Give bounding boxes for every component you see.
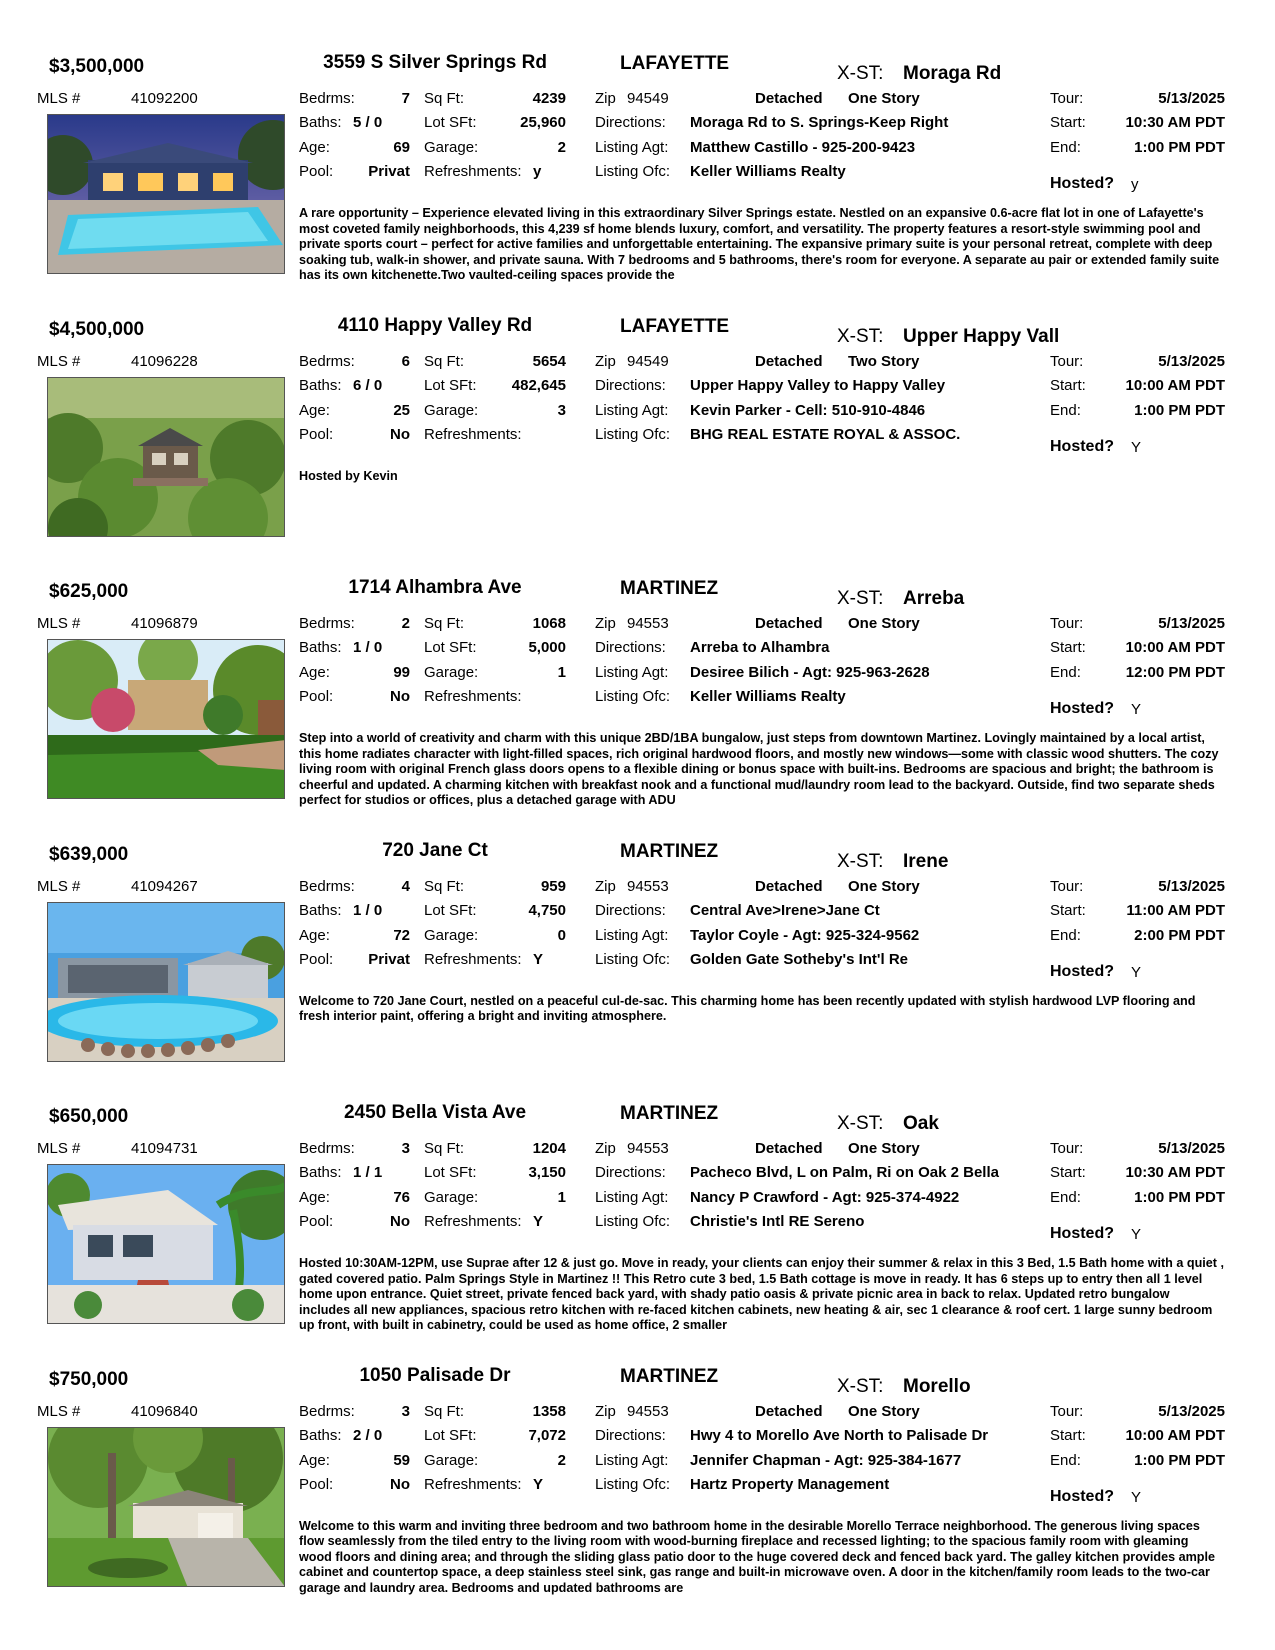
mls-number: 41094731 xyxy=(131,1140,198,1157)
refreshments-label: Refreshments: xyxy=(424,1213,522,1230)
lot-label: Lot SFt: xyxy=(424,639,477,656)
end-time: 2:00 PM PDT xyxy=(1134,926,1225,944)
story-type: One Story xyxy=(848,1402,920,1420)
baths-label: Baths: xyxy=(299,1426,342,1444)
lot-label: Lot SFt: xyxy=(424,901,477,919)
tour-label: Tour: xyxy=(1050,1140,1084,1157)
listing-photo-backyard-pool xyxy=(47,902,285,1062)
cross-street-value: Morello xyxy=(903,1375,971,1397)
cross-street-label: X-ST: xyxy=(837,325,884,347)
pool-value: No xyxy=(390,1475,410,1493)
cross-street-value: Arreba xyxy=(903,588,965,609)
listing-city: MARTINEZ xyxy=(620,1365,719,1387)
hosted-label: Hosted? xyxy=(1050,437,1114,455)
listing-description: Welcome to this warm and inviting three bedroom and two bathroom home in the desirable Morello Terrace neighborhood. The generous living spaces flow seamlessly from the tiled entry to the living room with wood-burning fireplace and recessed lighting; to the spacious family room with gleaming wood floors and dining area; and through the sliding glass patio door to the huge covered deck and fenced back yard. The galley kitchen provides ample cabinet and countertop space, a deep stainless steel sink, gas range and built-in microwave oven. A door in the kitchen/family room leads to the two-car garage and laundry area. Bedrooms and updated bathrooms are xyxy=(299,1518,1216,1595)
directions-label: Directions: xyxy=(595,376,666,394)
listing-price: $4,500,000 xyxy=(49,318,145,340)
listing-address: 2450 Bella Vista Ave xyxy=(343,1102,527,1123)
listing-agent-value: Taylor Coyle - Agt: 925-324-9562 xyxy=(690,926,920,944)
garage-label: Garage: xyxy=(424,139,479,156)
bedrooms-label: Bedrms: xyxy=(299,352,355,370)
lot-value: 3,150 xyxy=(528,1164,566,1181)
baths-value: 1 / 0 xyxy=(353,639,383,656)
directions-value: Upper Happy Valley to Happy Valley xyxy=(690,376,946,394)
garage-value: 1 xyxy=(557,664,566,681)
listing-office-label: Listing Ofc: xyxy=(595,1213,671,1230)
end-time: 1:00 PM PDT xyxy=(1134,401,1225,419)
bedrooms-value: 6 xyxy=(401,352,410,370)
listing-agent-label: Listing Agt: xyxy=(595,1451,669,1469)
mls-number: 41096228 xyxy=(131,352,198,370)
listing-office-label: Listing Ofc: xyxy=(595,950,671,968)
listing-description: Welcome to 720 Jane Court, nestled on a peaceful cul-de-sac. This charming home has been recently updated with stylish hardwood LVP flooring and fresh interior paint, offering a bright and inviting atmosphere. xyxy=(299,993,1196,1023)
listing-agent-value: Nancy P Crawford - Agt: 925-374-4922 xyxy=(690,1189,960,1206)
sqft-value: 959 xyxy=(540,877,566,895)
bedrooms-label: Bedrms: xyxy=(299,615,355,632)
pool-label: Pool: xyxy=(299,163,334,180)
zip-label: Zip xyxy=(595,877,616,895)
zip-label: Zip xyxy=(595,1140,616,1157)
lot-value: 25,960 xyxy=(520,114,566,131)
hosted-value: Y xyxy=(1131,1226,1142,1243)
tour-label: Tour: xyxy=(1050,615,1084,632)
sqft-value: 4239 xyxy=(532,90,566,107)
cross-street-value: Upper Happy Vall xyxy=(903,325,1060,347)
cross-street-value: Moraga Rd xyxy=(903,63,1002,84)
listing-address: 1714 Alhambra Ave xyxy=(348,577,522,598)
pool-value: Privat xyxy=(368,950,410,968)
lot-value: 4,750 xyxy=(528,901,566,919)
start-label: Start: xyxy=(1050,901,1086,919)
listing-office-value: Christie's Intl RE Sereno xyxy=(690,1213,865,1230)
start-time: 10:00 AM PDT xyxy=(1125,639,1225,656)
age-value: 59 xyxy=(393,1451,410,1469)
sqft-label: Sq Ft: xyxy=(424,1402,465,1420)
mls-label: MLS # xyxy=(37,352,81,370)
bedrooms-value: 3 xyxy=(401,1140,410,1157)
baths-value: 2 / 0 xyxy=(353,1426,383,1444)
end-time: 1:00 PM PDT xyxy=(1134,139,1225,156)
tour-date: 5/13/2025 xyxy=(1158,1140,1225,1157)
zip-value: 94549 xyxy=(627,352,669,370)
garage-label: Garage: xyxy=(424,664,479,681)
directions-label: Directions: xyxy=(595,639,666,656)
age-value: 72 xyxy=(393,926,410,944)
pool-label: Pool: xyxy=(299,1475,334,1493)
hosted-label: Hosted? xyxy=(1050,1225,1114,1242)
hosted-value: Y xyxy=(1131,438,1142,456)
listing-address: 4110 Happy Valley Rd xyxy=(337,314,533,336)
start-time: 10:00 AM PDT xyxy=(1125,1426,1225,1444)
listing-price: $625,000 xyxy=(49,581,129,602)
end-label: End: xyxy=(1050,1451,1081,1469)
listing-card xyxy=(0,52,1275,318)
listing-price: $639,000 xyxy=(49,843,129,865)
tour-date: 5/13/2025 xyxy=(1158,1402,1225,1420)
start-time: 10:30 AM PDT xyxy=(1125,114,1225,131)
property-type: Detached xyxy=(755,1402,823,1420)
bedrooms-label: Bedrms: xyxy=(299,1402,355,1420)
garage-value: 3 xyxy=(557,401,566,419)
bedrooms-value: 2 xyxy=(401,615,410,632)
tour-label: Tour: xyxy=(1050,90,1084,107)
baths-label: Baths: xyxy=(299,639,342,656)
lot-value: 5,000 xyxy=(528,639,566,656)
zip-value: 94553 xyxy=(627,1402,669,1420)
listing-card xyxy=(0,839,1275,1106)
start-label: Start: xyxy=(1050,639,1086,656)
baths-label: Baths: xyxy=(299,376,342,394)
listing-card xyxy=(0,577,1275,843)
listing-office-value: Golden Gate Sotheby's Int'l Re xyxy=(690,950,908,968)
age-label: Age: xyxy=(299,1451,330,1469)
directions-label: Directions: xyxy=(595,901,666,919)
end-label: End: xyxy=(1050,664,1081,681)
listing-photo-tree-lined-house xyxy=(47,1427,285,1587)
listing-agent-label: Listing Agt: xyxy=(595,926,669,944)
directions-value: Moraga Rd to S. Springs-Keep Right xyxy=(690,114,949,131)
age-label: Age: xyxy=(299,1189,330,1206)
listing-office-value: BHG REAL ESTATE ROYAL & ASSOC. xyxy=(690,425,961,443)
hosted-label: Hosted? xyxy=(1050,962,1114,980)
baths-label: Baths: xyxy=(299,1164,342,1181)
listing-description: Step into a world of creativity and charm with this unique 2BD/1BA bungalow, just steps from downtown Martinez. Lovingly maintained by a local artist, this home radiates character with light-filled spaces, rich original hardwood floors, and mostly new windows—some with classic wood shutters. The cozy living room with original French glass doors opens to a flexible dining or bonus space with built-ins. Bedrooms are spacious and bright; the bathroom is cheerful and updated. A charming kitchen with breakfast nook and a functional mud/laundry room lead to the backyard. Outside, find two separate sheds perfect for studios or offices, plus a detached garage with ADU xyxy=(299,731,1219,807)
zip-label: Zip xyxy=(595,352,616,370)
mls-number: 41094267 xyxy=(131,877,198,895)
lot-label: Lot SFt: xyxy=(424,1164,477,1181)
cross-street-label: X-ST: xyxy=(837,63,884,84)
directions-label: Directions: xyxy=(595,1426,666,1444)
listing-price: $650,000 xyxy=(49,1106,129,1127)
directions-value: Central Ave>Irene>Jane Ct xyxy=(690,901,880,919)
end-label: End: xyxy=(1050,1189,1081,1206)
directions-value: Pacheco Blvd, L on Palm, Ri on Oak 2 Bella xyxy=(690,1164,999,1181)
hosted-value: Y xyxy=(1131,963,1142,981)
zip-value: 94553 xyxy=(627,1140,669,1157)
baths-value: 6 / 0 xyxy=(353,376,383,394)
bedrooms-value: 7 xyxy=(401,90,410,107)
zip-value: 94553 xyxy=(627,877,669,895)
age-label: Age: xyxy=(299,139,330,156)
property-type: Detached xyxy=(755,90,823,107)
baths-label: Baths: xyxy=(299,114,342,131)
listing-agent-label: Listing Agt: xyxy=(595,664,669,681)
mls-number: 41096879 xyxy=(131,615,198,632)
baths-value: 1 / 0 xyxy=(353,901,383,919)
garage-value: 2 xyxy=(557,139,566,156)
listing-photo-retro-cottage xyxy=(47,1164,285,1324)
refreshments-label: Refreshments: xyxy=(424,688,522,705)
directions-value: Arreba to Alhambra xyxy=(690,639,830,656)
pool-label: Pool: xyxy=(299,688,334,705)
story-type: One Story xyxy=(848,877,920,895)
pool-value: No xyxy=(390,688,410,705)
sqft-value: 1358 xyxy=(532,1402,566,1420)
listing-office-label: Listing Ofc: xyxy=(595,1475,671,1493)
age-value: 76 xyxy=(393,1189,410,1206)
listing-card xyxy=(0,314,1275,581)
age-label: Age: xyxy=(299,664,330,681)
hosted-value: Y xyxy=(1131,701,1142,718)
garage-label: Garage: xyxy=(424,401,479,419)
end-time: 1:00 PM PDT xyxy=(1134,1451,1225,1469)
baths-value: 5 / 0 xyxy=(353,114,383,131)
listing-card xyxy=(0,1102,1275,1368)
cross-street-label: X-ST: xyxy=(837,1375,884,1397)
sqft-label: Sq Ft: xyxy=(424,90,465,107)
bedrooms-label: Bedrms: xyxy=(299,1140,355,1157)
zip-label: Zip xyxy=(595,1402,616,1420)
hosted-value: Y xyxy=(1131,1488,1142,1506)
listing-photo-garden-lawn xyxy=(47,639,285,799)
story-type: One Story xyxy=(848,1140,920,1157)
property-type: Detached xyxy=(755,615,823,632)
baths-value: 1 / 1 xyxy=(353,1164,383,1181)
refreshments-value: y xyxy=(533,163,542,180)
listing-description: Hosted 10:30AM-12PM, use Suprae after 12 & just go. Move in ready, your clients can enjoy their summer & relax in this 3 Bed, 1.5 Bath home with a quiet , gated covered patio. Palm Springs Style in Martinez !! This Retro cute 3 bed, 1.5 Bath cottage is move in ready. It has 6 steps up to entry then all 1 level home upon entrance. Quiet street, private fenced back yard, with shady patio oasis & private picnic area in back to relax. Updated retro bungalow includes all new appliances, spacious retro kitchen with re-faced kitchen cabinets, new heating & air, sec 1 clearance & roof cert. 1 large sunny bedroom up front, with built in cabinetry, could be used as home office, 2 smaller xyxy=(299,1256,1224,1332)
end-time: 12:00 PM PDT xyxy=(1125,664,1225,681)
listing-agent-label: Listing Agt: xyxy=(595,401,669,419)
listing-description: Hosted by Kevin xyxy=(299,468,398,483)
bedrooms-value: 3 xyxy=(401,1402,410,1420)
refreshments-label: Refreshments: xyxy=(424,950,522,968)
start-label: Start: xyxy=(1050,1426,1086,1444)
cross-street-label: X-ST: xyxy=(837,850,884,872)
sqft-label: Sq Ft: xyxy=(424,1140,465,1157)
end-label: End: xyxy=(1050,139,1081,156)
listing-agent-label: Listing Agt: xyxy=(595,139,669,156)
listing-city: MARTINEZ xyxy=(620,578,719,599)
start-label: Start: xyxy=(1050,376,1086,394)
lot-label: Lot SFt: xyxy=(424,1426,477,1444)
property-type: Detached xyxy=(755,1140,823,1157)
bedrooms-label: Bedrms: xyxy=(299,877,355,895)
refreshments-value: Y xyxy=(533,950,544,968)
listing-city: MARTINEZ xyxy=(620,840,719,862)
tour-label: Tour: xyxy=(1050,877,1084,895)
tour-date: 5/13/2025 xyxy=(1158,352,1225,370)
story-type: Two Story xyxy=(848,352,920,370)
sqft-label: Sq Ft: xyxy=(424,877,465,895)
mls-number: 41092200 xyxy=(131,90,198,107)
age-value: 25 xyxy=(393,401,410,419)
pool-label: Pool: xyxy=(299,950,334,968)
listing-address: 720 Jane Ct xyxy=(382,839,488,861)
tour-label: Tour: xyxy=(1050,1402,1084,1420)
mls-label: MLS # xyxy=(37,877,81,895)
lot-value: 7,072 xyxy=(528,1426,566,1444)
start-label: Start: xyxy=(1050,1164,1086,1181)
age-label: Age: xyxy=(299,401,330,419)
pool-value: Privat xyxy=(368,163,410,180)
age-value: 69 xyxy=(393,139,410,156)
listing-photo-hillside-trees xyxy=(47,377,285,537)
property-type: Detached xyxy=(755,877,823,895)
listing-agent-value: Desiree Bilich - Agt: 925-963-2628 xyxy=(690,664,930,681)
listing-office-label: Listing Ofc: xyxy=(595,688,671,705)
listing-office-value: Keller Williams Realty xyxy=(690,163,846,180)
listing-price: $750,000 xyxy=(49,1368,129,1390)
tour-label: Tour: xyxy=(1050,352,1084,370)
garage-label: Garage: xyxy=(424,1189,479,1206)
directions-label: Directions: xyxy=(595,1164,666,1181)
mls-label: MLS # xyxy=(37,1402,81,1420)
listing-description: A rare opportunity – Experience elevated living in this extraordinary Silver Springs estate. Nestled on an expansive 0.6-acre flat lot in one of Lafayette's most coveted family neighborhoods, this 4,239 sf home blends luxury, comfort, and versatility. The property features a resort-style swimming pool and private sports court – perfect for active families and unforgettable entertaining. The expansive primary suite is your personal retreat, complete with deep soaking tub, walk-in shower, and private sauna. With 7 bedrooms and 5 bathrooms, there's room for everyone. A separate au pair or extended family suite has its own kitchenette.Two vaulted-ceiling spaces provide the xyxy=(299,206,1220,282)
cross-street-value: Oak xyxy=(903,1113,939,1134)
listing-agent-value: Matthew Castillo - 925-200-9423 xyxy=(690,139,916,156)
mls-label: MLS # xyxy=(37,615,81,632)
end-label: End: xyxy=(1050,401,1081,419)
garage-label: Garage: xyxy=(424,1451,479,1469)
age-value: 99 xyxy=(393,664,410,681)
cross-street-label: X-ST: xyxy=(837,1113,884,1134)
listing-office-label: Listing Ofc: xyxy=(595,163,671,180)
lot-value: 482,645 xyxy=(511,376,566,394)
pool-value: No xyxy=(390,425,410,443)
listing-office-value: Hartz Property Management xyxy=(690,1475,890,1493)
lot-label: Lot SFt: xyxy=(424,376,477,394)
listing-card xyxy=(0,1364,1275,1631)
listing-city: LAFAYETTE xyxy=(620,53,730,74)
tour-date: 5/13/2025 xyxy=(1158,877,1225,895)
garage-label: Garage: xyxy=(424,926,479,944)
garage-value: 1 xyxy=(557,1189,566,1206)
listing-office-value: Keller Williams Realty xyxy=(690,688,846,705)
hosted-label: Hosted? xyxy=(1050,1487,1114,1505)
listing-agent-value: Kevin Parker - Cell: 510-910-4846 xyxy=(690,401,926,419)
start-time: 10:00 AM PDT xyxy=(1125,376,1225,394)
pool-value: No xyxy=(390,1213,410,1230)
directions-value: Hwy 4 to Morello Ave North to Palisade Dr xyxy=(690,1426,989,1444)
tour-date: 5/13/2025 xyxy=(1158,615,1225,632)
zip-label: Zip xyxy=(595,90,616,107)
property-type: Detached xyxy=(755,352,823,370)
story-type: One Story xyxy=(848,615,920,632)
listing-office-label: Listing Ofc: xyxy=(595,425,671,443)
baths-label: Baths: xyxy=(299,901,342,919)
sqft-value: 1204 xyxy=(532,1140,566,1157)
mls-number: 41096840 xyxy=(131,1402,198,1420)
listing-photo-pool-dusk xyxy=(47,114,285,274)
hosted-label: Hosted? xyxy=(1050,175,1114,192)
directions-label: Directions: xyxy=(595,114,666,131)
pool-label: Pool: xyxy=(299,425,334,443)
age-label: Age: xyxy=(299,926,330,944)
end-time: 1:00 PM PDT xyxy=(1134,1189,1225,1206)
listing-city: MARTINEZ xyxy=(620,1103,719,1124)
lot-label: Lot SFt: xyxy=(424,114,477,131)
sqft-value: 5654 xyxy=(532,352,566,370)
bedrooms-label: Bedrms: xyxy=(299,90,355,107)
cross-street-value: Irene xyxy=(903,850,949,872)
pool-label: Pool: xyxy=(299,1213,334,1230)
mls-label: MLS # xyxy=(37,90,81,107)
tour-date: 5/13/2025 xyxy=(1158,90,1225,107)
zip-value: 94553 xyxy=(627,615,669,632)
listing-city: LAFAYETTE xyxy=(620,315,730,337)
start-time: 10:30 AM PDT xyxy=(1125,1164,1225,1181)
mls-label: MLS # xyxy=(37,1140,81,1157)
refreshments-label: Refreshments: xyxy=(424,425,522,443)
listing-agent-value: Jennifer Chapman - Agt: 925-384-1677 xyxy=(690,1451,962,1469)
refreshments-label: Refreshments: xyxy=(424,163,522,180)
garage-value: 0 xyxy=(557,926,566,944)
story-type: One Story xyxy=(848,90,920,107)
sqft-label: Sq Ft: xyxy=(424,615,465,632)
end-label: End: xyxy=(1050,926,1081,944)
hosted-value: y xyxy=(1131,176,1139,193)
listing-agent-label: Listing Agt: xyxy=(595,1189,669,1206)
sqft-label: Sq Ft: xyxy=(424,352,465,370)
sqft-value: 1068 xyxy=(532,615,566,632)
start-time: 11:00 AM PDT xyxy=(1126,901,1225,919)
cross-street-label: X-ST: xyxy=(837,588,884,609)
bedrooms-value: 4 xyxy=(401,877,410,895)
hosted-label: Hosted? xyxy=(1050,700,1114,717)
refreshments-value: Y xyxy=(533,1475,544,1493)
garage-value: 2 xyxy=(557,1451,566,1469)
refreshments-label: Refreshments: xyxy=(424,1475,522,1493)
refreshments-value: Y xyxy=(533,1213,544,1230)
listing-address: 1050 Palisade Dr xyxy=(359,1364,511,1386)
start-label: Start: xyxy=(1050,114,1086,131)
listing-price: $3,500,000 xyxy=(49,56,145,77)
listing-address: 3559 S Silver Springs Rd xyxy=(323,52,547,73)
zip-value: 94549 xyxy=(627,90,669,107)
zip-label: Zip xyxy=(595,615,616,632)
